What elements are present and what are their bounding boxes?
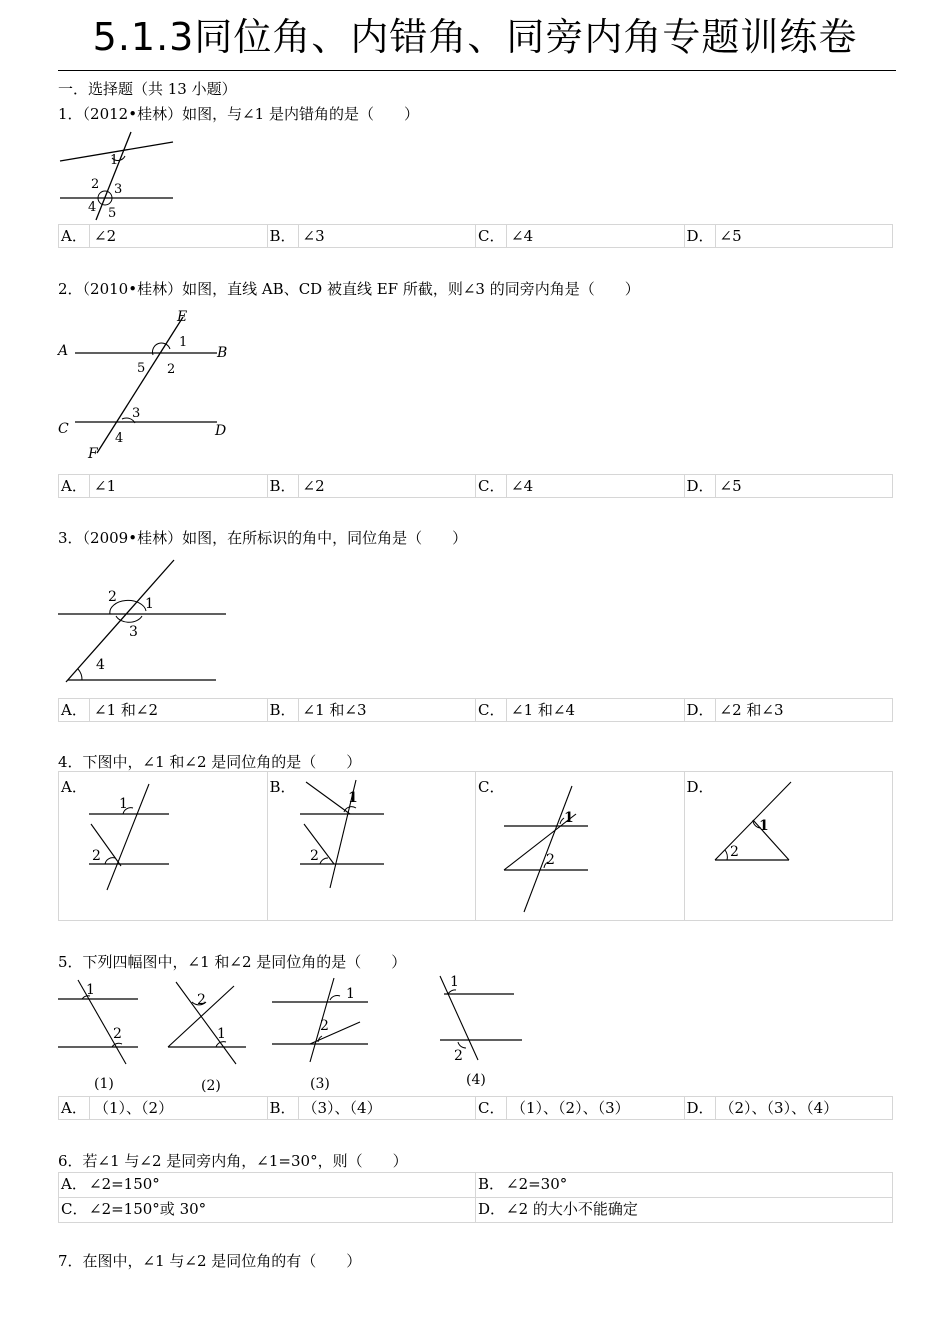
q2-label-F: F (88, 446, 98, 462)
q2-label-3: 3 (132, 406, 141, 421)
q5-option-d[interactable]: D． （2）、（3）、（4） (684, 1097, 893, 1119)
q4-figure-c (502, 778, 592, 916)
q5-fig4-label-2: 2 (454, 1048, 463, 1064)
q3-option-d[interactable]: D． ∠2 和∠3 (684, 699, 893, 721)
q5-fig2-label-1: 1 (217, 1026, 226, 1042)
q5-caption-1: (1) (94, 1076, 114, 1092)
q1-label-3: 3 (114, 182, 123, 197)
q4-option-a[interactable]: A． 1 2 (59, 772, 267, 920)
section-heading: 一．选择题（共 13 小题） (58, 80, 237, 98)
q2-label-5: 5 (137, 361, 146, 376)
q4-option-b[interactable]: B． 1 2 (267, 772, 476, 920)
q4-option-c[interactable]: C． 1 2 (475, 772, 684, 920)
q5-fig1-label-2: 2 (113, 1026, 122, 1042)
q1-option-c[interactable]: C． ∠4 (475, 225, 684, 247)
q6-option-a[interactable]: A． ∠2=150° (61, 1175, 160, 1193)
q4c-label-1: 1 (564, 810, 574, 826)
q3-figure (56, 556, 231, 688)
q3-options (58, 698, 893, 722)
q1-option-a[interactable]: A． ∠2 (61, 227, 117, 245)
q5-caption-2: (2) (201, 1078, 221, 1094)
q7-stem: 7．在图中，∠1 与∠2 是同位角的有（ ） (58, 1252, 362, 1270)
q4-figure-a (87, 778, 172, 896)
q5-option-b[interactable]: B． （3）、（4） (267, 1097, 476, 1119)
q2-label-1: 1 (179, 335, 188, 350)
q2-option-b[interactable]: B． ∠2 (267, 475, 476, 497)
q2-options (58, 474, 893, 498)
q2-option-a[interactable]: A． ∠1 (61, 477, 117, 495)
q5-caption-3: (3) (310, 1076, 330, 1092)
q5-figures (56, 972, 526, 1098)
q3-label-2: 2 (108, 589, 117, 605)
q1-label-4: 4 (88, 200, 97, 215)
q5-fig2-label-2: 2 (197, 992, 206, 1008)
q5-caption-4: (4) (466, 1072, 486, 1088)
q3-option-c[interactable]: C． ∠1 和∠4 (475, 699, 684, 721)
q2-option-d[interactable]: D． ∠5 (684, 475, 893, 497)
q4c-label-2: 2 (546, 852, 555, 868)
q2-label-2: 2 (167, 362, 176, 377)
q1-stem: 1．（2012•桂林）如图，与∠1 是内错角的是（ ） (58, 105, 419, 123)
q2-label-B: B (217, 345, 228, 361)
q3-label-3: 3 (129, 624, 138, 640)
q4b-label-1: 1 (347, 790, 358, 806)
q1-label-1: 1 (110, 153, 119, 168)
title-rule (58, 70, 896, 71)
q4-figure-b (298, 778, 388, 896)
q4a-label-2: 2 (92, 848, 101, 864)
q3-option-a[interactable]: A． ∠1 和∠2 (61, 701, 158, 719)
q5-options (58, 1096, 893, 1120)
q1-option-b[interactable]: B． ∠3 (267, 225, 476, 247)
q2-stem: 2．（2010•桂林）如图，直线 AB、CD 被直线 EF 所截，则∠3 的同旁内角是（ ） (58, 280, 640, 298)
q2-figure (55, 305, 235, 465)
q6-stem: 6．若∠1 与∠2 是同旁内角，∠1=30°，则（ ） (58, 1152, 408, 1170)
q3-label-1: 1 (145, 596, 154, 612)
q5-option-a[interactable]: A． （1）、（2） (61, 1099, 174, 1117)
q3-label-4: 4 (96, 657, 105, 673)
q2-label-4: 4 (115, 431, 124, 446)
q2-label-E: E (177, 309, 188, 325)
q4d-label-1: 1 (758, 818, 769, 834)
q2-label-D: D (215, 423, 227, 439)
q4-options (58, 771, 893, 921)
q5-fig3-label-2: 2 (320, 1018, 329, 1034)
q5-fig4-label-1: 1 (450, 974, 459, 990)
q1-label-5: 5 (108, 206, 117, 221)
q3-stem: 3．（2009•桂林）如图，在所标识的角中，同位角是（ ） (58, 529, 468, 547)
q1-label-2: 2 (91, 177, 100, 192)
q4-stem: 4．下图中，∠1 和∠2 是同位角的是（ ） (58, 753, 362, 771)
page-title: 5.1.3同位角、内错角、同旁内角专题训练卷 (92, 15, 858, 59)
q1-options (58, 224, 893, 248)
q6-option-c[interactable]: C． ∠2=150°或 30° (61, 1200, 207, 1218)
q1-option-d[interactable]: D． ∠5 (684, 225, 893, 247)
q5-option-c[interactable]: C． （1）、（2）、（3） (475, 1097, 684, 1119)
q6-option-b[interactable]: B． ∠2=30° (475, 1173, 892, 1197)
q2-option-c[interactable]: C． ∠4 (475, 475, 684, 497)
q1-figure (58, 130, 178, 222)
q5-stem: 5．下列四幅图中，∠1 和∠2 是同位角的是（ ） (58, 953, 407, 971)
q6-option-d[interactable]: D． ∠2 的大小不能确定 (475, 1198, 892, 1222)
q4d-label-2: 2 (729, 844, 739, 860)
q2-label-A: A (58, 343, 69, 359)
q3-option-b[interactable]: B． ∠1 和∠3 (267, 699, 476, 721)
q4b-label-2: 2 (309, 848, 319, 864)
q4-option-d[interactable]: D． 1 2 (684, 772, 893, 920)
q5-fig3-label-1: 1 (346, 986, 355, 1002)
q4-figure-d (713, 778, 798, 868)
q5-fig1-label-1: 1 (86, 982, 95, 998)
q6-options (58, 1172, 893, 1223)
q2-label-C: C (58, 421, 69, 437)
q4a-label-1: 1 (119, 796, 128, 812)
